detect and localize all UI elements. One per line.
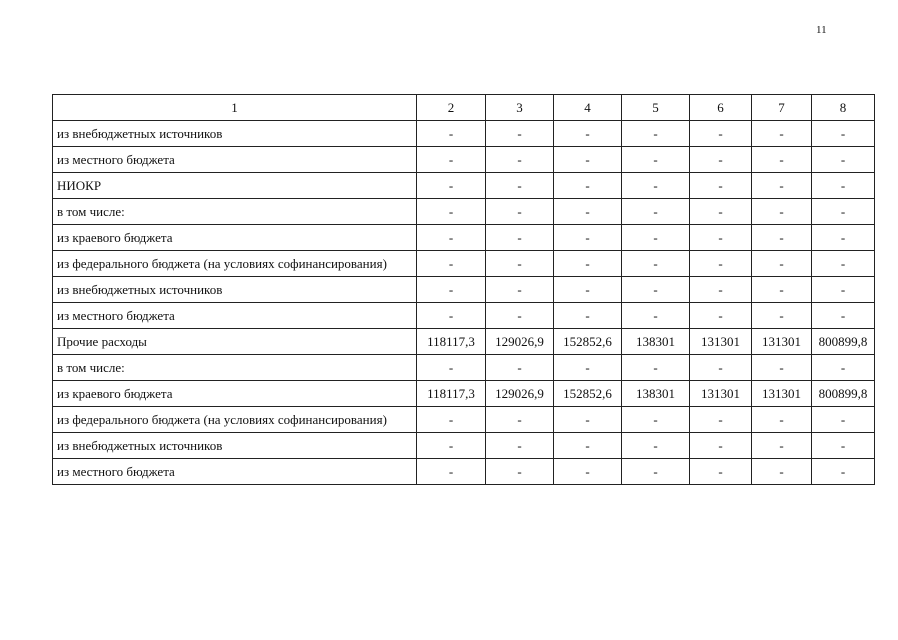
row-label: из краевого бюджета <box>53 225 417 251</box>
value-cell: - <box>486 277 554 303</box>
value-cell: - <box>812 173 875 199</box>
value-cell: - <box>812 303 875 329</box>
column-header: 3 <box>486 95 554 121</box>
value-cell: - <box>622 147 690 173</box>
value-cell: - <box>622 251 690 277</box>
column-header: 6 <box>690 95 752 121</box>
value-cell: - <box>690 355 752 381</box>
value-cell: - <box>417 121 486 147</box>
budget-table <box>52 94 875 485</box>
value-cell: - <box>554 121 622 147</box>
value-cell: - <box>554 459 622 485</box>
value-cell: - <box>417 407 486 433</box>
column-header: 2 <box>417 95 486 121</box>
value-cell: - <box>622 433 690 459</box>
value-cell: 152852,6 <box>554 329 622 355</box>
table-row <box>53 433 875 459</box>
value-cell: - <box>812 277 875 303</box>
value-cell: - <box>486 173 554 199</box>
row-label: НИОКР <box>53 173 417 199</box>
value-cell: 131301 <box>752 381 812 407</box>
value-cell: - <box>812 355 875 381</box>
value-cell: - <box>554 355 622 381</box>
value-cell: - <box>417 355 486 381</box>
row-label: в том числе: <box>53 355 417 381</box>
value-cell: 152852,6 <box>554 381 622 407</box>
value-cell: - <box>690 433 752 459</box>
value-cell: 129026,9 <box>486 329 554 355</box>
value-cell: - <box>622 121 690 147</box>
value-cell: - <box>752 251 812 277</box>
value-cell: - <box>622 407 690 433</box>
value-cell: - <box>690 225 752 251</box>
row-label: в том числе: <box>53 199 417 225</box>
value-cell: - <box>812 433 875 459</box>
value-cell: 138301 <box>622 381 690 407</box>
value-cell: - <box>417 303 486 329</box>
value-cell: - <box>812 459 875 485</box>
value-cell: 131301 <box>752 329 812 355</box>
value-cell: 129026,9 <box>486 381 554 407</box>
value-cell: - <box>690 147 752 173</box>
table-row <box>53 225 875 251</box>
table-row <box>53 303 875 329</box>
value-cell: - <box>554 251 622 277</box>
value-cell: - <box>812 147 875 173</box>
row-label: из федерального бюджета (на условиях софинансирования) <box>53 251 417 277</box>
value-cell: - <box>554 303 622 329</box>
value-cell: - <box>417 199 486 225</box>
value-cell: - <box>690 121 752 147</box>
value-cell: - <box>486 433 554 459</box>
table-row <box>53 277 875 303</box>
row-label: Прочие расходы <box>53 329 417 355</box>
value-cell: 118117,3 <box>417 329 486 355</box>
value-cell: - <box>690 251 752 277</box>
value-cell: - <box>554 173 622 199</box>
value-cell: - <box>417 277 486 303</box>
value-cell: - <box>752 355 812 381</box>
value-cell: - <box>690 277 752 303</box>
table-row <box>53 251 875 277</box>
table-row <box>53 329 875 355</box>
value-cell: - <box>690 173 752 199</box>
value-cell: - <box>752 433 812 459</box>
row-label: из краевого бюджета <box>53 381 417 407</box>
value-cell: - <box>690 303 752 329</box>
row-label: из внебюджетных источников <box>53 277 417 303</box>
value-cell: - <box>417 147 486 173</box>
value-cell: - <box>812 121 875 147</box>
value-cell: - <box>622 303 690 329</box>
value-cell: - <box>486 225 554 251</box>
value-cell: 131301 <box>690 381 752 407</box>
table-row <box>53 199 875 225</box>
value-cell: - <box>486 459 554 485</box>
value-cell: - <box>417 225 486 251</box>
page-number: 11 <box>816 24 827 36</box>
value-cell: - <box>812 199 875 225</box>
value-cell: - <box>752 121 812 147</box>
row-label: из местного бюджета <box>53 147 417 173</box>
value-cell: - <box>486 303 554 329</box>
table-row <box>53 173 875 199</box>
value-cell: - <box>812 251 875 277</box>
value-cell: - <box>622 173 690 199</box>
value-cell: - <box>486 199 554 225</box>
table-row <box>53 121 875 147</box>
table-header-row <box>53 95 875 121</box>
column-header: 4 <box>554 95 622 121</box>
value-cell: 138301 <box>622 329 690 355</box>
value-cell: - <box>622 459 690 485</box>
value-cell: - <box>486 147 554 173</box>
value-cell: - <box>812 407 875 433</box>
value-cell: - <box>752 277 812 303</box>
row-label: из местного бюджета <box>53 303 417 329</box>
value-cell: - <box>752 199 812 225</box>
value-cell: - <box>752 147 812 173</box>
table-row <box>53 459 875 485</box>
value-cell: - <box>812 225 875 251</box>
table-row <box>53 407 875 433</box>
value-cell: - <box>417 173 486 199</box>
value-cell: 800899,8 <box>812 381 875 407</box>
table-row <box>53 355 875 381</box>
value-cell: - <box>554 147 622 173</box>
value-cell: - <box>554 225 622 251</box>
row-label: из местного бюджета <box>53 459 417 485</box>
value-cell: - <box>554 277 622 303</box>
value-cell: 131301 <box>690 329 752 355</box>
value-cell: - <box>554 199 622 225</box>
value-cell: - <box>554 407 622 433</box>
value-cell: - <box>554 433 622 459</box>
value-cell: - <box>752 407 812 433</box>
table-row <box>53 381 875 407</box>
value-cell: - <box>752 459 812 485</box>
column-header: 7 <box>752 95 812 121</box>
row-label: из внебюджетных источников <box>53 121 417 147</box>
value-cell: 800899,8 <box>812 329 875 355</box>
value-cell: - <box>417 433 486 459</box>
value-cell: - <box>690 459 752 485</box>
value-cell: - <box>690 407 752 433</box>
value-cell: - <box>417 251 486 277</box>
value-cell: 118117,3 <box>417 381 486 407</box>
value-cell: - <box>486 121 554 147</box>
row-label: из внебюджетных источников <box>53 433 417 459</box>
value-cell: - <box>486 407 554 433</box>
value-cell: - <box>622 225 690 251</box>
value-cell: - <box>690 199 752 225</box>
value-cell: - <box>486 355 554 381</box>
value-cell: - <box>622 199 690 225</box>
value-cell: - <box>622 355 690 381</box>
row-label: из федерального бюджета (на условиях софинансирования) <box>53 407 417 433</box>
table-row <box>53 147 875 173</box>
value-cell: - <box>752 173 812 199</box>
column-header: 8 <box>812 95 875 121</box>
column-header: 1 <box>53 95 417 121</box>
value-cell: - <box>622 277 690 303</box>
value-cell: - <box>417 459 486 485</box>
value-cell: - <box>486 251 554 277</box>
column-header: 5 <box>622 95 690 121</box>
value-cell: - <box>752 225 812 251</box>
value-cell: - <box>752 303 812 329</box>
